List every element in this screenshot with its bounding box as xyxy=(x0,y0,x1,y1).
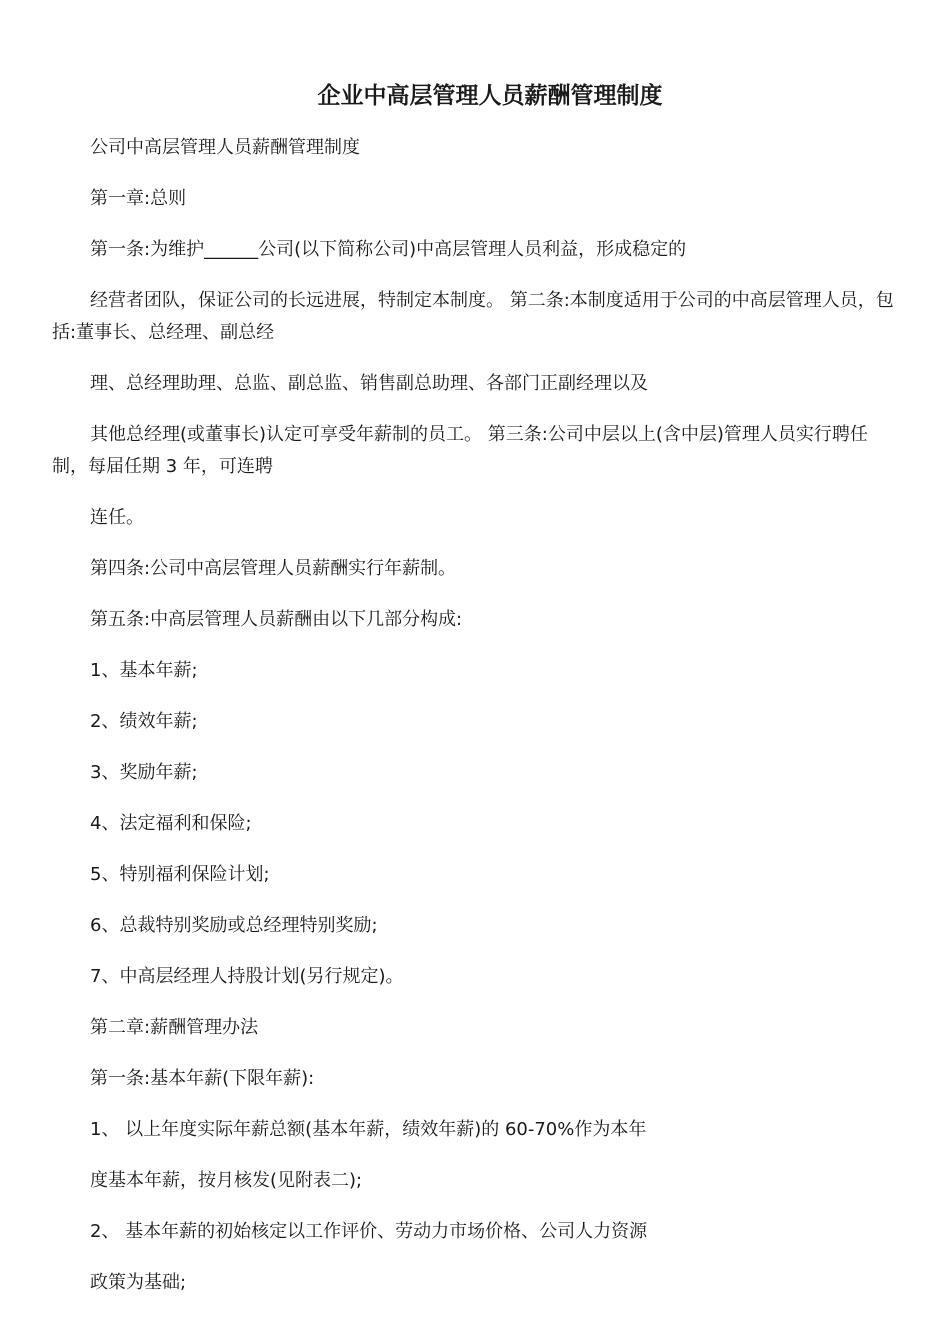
paragraph: 第四条:公司中高层管理人员薪酬实行年薪制。 xyxy=(90,558,457,579)
paragraph: 第五条:中高层管理人员薪酬由以下几部分构成: xyxy=(90,609,463,630)
paragraph: 第二章:薪酬管理办法 xyxy=(90,1017,259,1038)
paragraph: 连任。 xyxy=(90,507,144,528)
list-item: 5、特别福利保险计划; xyxy=(90,864,270,885)
paragraph: 公司中高层管理人员薪酬管理制度 xyxy=(90,137,360,158)
list-item: 7、中高层经理人持股计划(另行规定)。 xyxy=(90,966,404,987)
paragraph: 政策为基础; xyxy=(90,1272,187,1293)
list-item: 3、奖励年薪; xyxy=(90,762,198,783)
list-item: 1、基本年薪; xyxy=(90,660,198,681)
paragraph: 第一章:总则 xyxy=(90,188,187,209)
paragraph: 度基本年薪，按月核发(见附表二); xyxy=(90,1170,363,1191)
list-item: 1、 以上年度实际年薪总额(基本年薪，绩效年薪)的 60-70%作为本年 xyxy=(90,1119,647,1140)
paragraph: 第一条:为维护______公司(以下简称公司)中高层管理人员利益，形成稳定的 xyxy=(90,239,687,260)
list-item: 2、 基本年薪的初始核定以工作评价、劳动力市场价格、公司人力资源 xyxy=(90,1221,648,1242)
paragraph: 其他总经理(或董事长)认定可享受年薪制的员工。 第三条:公司中层以上(含中层)管理人员实行聘任制，每届任期 3 年，可连聘 xyxy=(52,424,868,477)
paragraph: 经营者团队，保证公司的长远进展，特制定本制度。 第二条:本制度适用于公司的中高层管理人员，包括:董事长、总经理、副总经 xyxy=(52,290,894,343)
list-item: 4、法定福利和保险; xyxy=(90,813,252,834)
document-title: 企业中高层管理人员薪酬管理制度 xyxy=(317,83,663,109)
paragraph: 第一条:基本年薪(下限年薪): xyxy=(90,1068,315,1089)
list-item: 6、总裁特别奖励或总经理特别奖励; xyxy=(90,915,378,936)
list-item: 2、绩效年薪; xyxy=(90,711,198,732)
paragraph: 理、总经理助理、总监、副总监、销售副总助理、各部门正副经理以及 xyxy=(90,373,648,394)
